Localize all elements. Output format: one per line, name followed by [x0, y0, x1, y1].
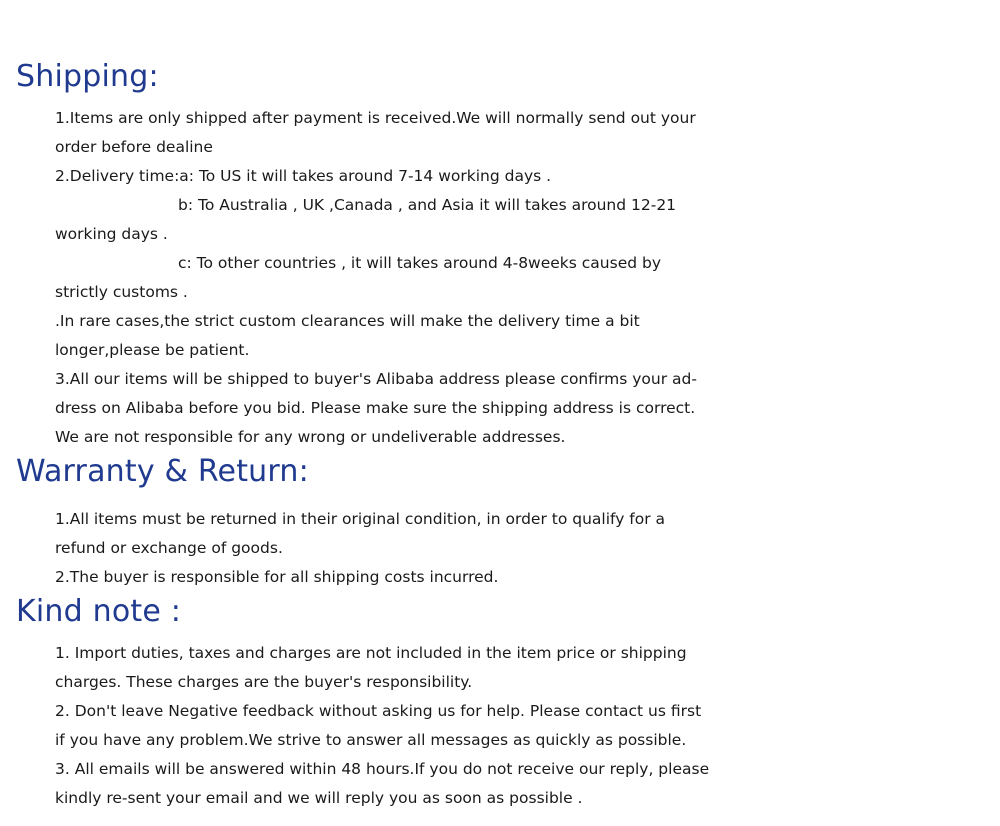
shipping-line: dress on Alibaba before you bid. Please make sure the shipping address is correct. — [55, 399, 696, 417]
shipping-line: 1.Items are only shipped after payment is received.We will normally send out your — [55, 109, 696, 127]
kind-note-heading: Kind note : — [16, 594, 182, 629]
shipping-line: 2.Delivery time:a: To US it will takes around 7-14 working days . — [55, 167, 552, 185]
kind-note-line: kindly re-sent your email and we will reply you as soon as possible . — [55, 789, 583, 807]
kind-note-line: charges. These charges are the buyer's responsibility. — [55, 673, 473, 691]
warranty-heading: Warranty & Return: — [16, 454, 309, 489]
warranty-line: 1.All items must be returned in their original condition, in order to qualify for a — [55, 510, 666, 528]
warranty-line: 2.The buyer is responsible for all shipping costs incurred. — [55, 568, 499, 586]
shipping-line: longer,please be patient. — [55, 341, 250, 359]
warranty-line: refund or exchange of goods. — [55, 539, 283, 557]
shipping-line: c: To other countries , it will takes around 4-8weeks caused by — [178, 254, 662, 272]
shipping-line: strictly customs . — [55, 283, 188, 301]
kind-note-line: 2. Don't leave Negative feedback without asking us for help. Please contact us first — [55, 702, 702, 720]
shipping-heading: Shipping: — [16, 59, 159, 94]
kind-note-line: 1. Import duties, taxes and charges are not included in the item price or shipping — [55, 644, 687, 662]
shipping-line: 3.All our items will be shipped to buyer's Alibaba address please confirms your ad- — [55, 370, 697, 388]
shipping-line: We are not responsible for any wrong or undeliverable addresses. — [55, 428, 566, 446]
kind-note-line: 3. All emails will be answered within 48 hours.If you do not receive our reply, please — [55, 760, 710, 778]
shipping-line: order before dealine — [55, 138, 213, 156]
shipping-line: b: To Australia , UK ,Canada , and Asia it will takes around 12-21 — [178, 196, 677, 214]
kind-note-line: if you have any problem.We strive to answer all messages as quickly as possible. — [55, 731, 687, 749]
shipping-line: working days . — [55, 225, 168, 243]
shipping-line: .In rare cases,the strict custom clearances will make the delivery time a bit — [55, 312, 640, 330]
